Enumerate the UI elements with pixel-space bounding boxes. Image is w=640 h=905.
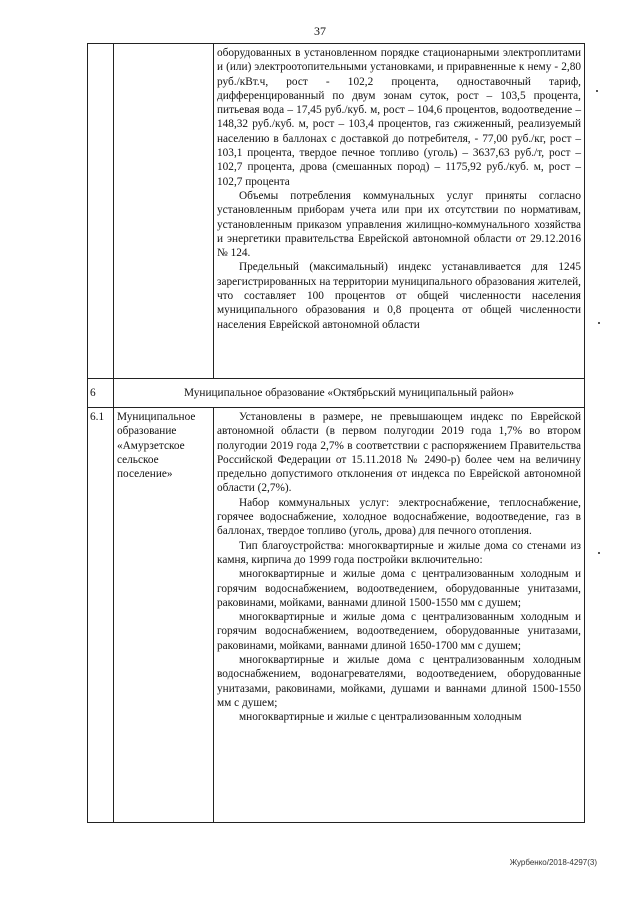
footer-code: Журбенко/2018-4297(3) [509, 858, 597, 867]
paragraph-max-index: Предельный (максимальный) индекс устанавливается для 1245 зарегистрированных на территории муниципального образования жителей, что составляет 100 процентов от общей численности населения муниципального образования и 0,8 процента от общей численности населения Еврейской автономной области [217, 261, 581, 331]
paragraph-housing-type-2: многоквартирные и жилые дома с централизованным холодным и горячим водоснабжением, водоотведением, оборудованные унитазами, раковинами, мойками, ваннами длиной 1650-1700 мм с душем; [217, 611, 581, 652]
table-row-continuation [88, 44, 585, 379]
empty-name-cell [114, 44, 214, 379]
paragraph-index-established: Установлены в размере, не превышающем индекс по Еврейской автономной области (в первом полугодии 2019 года 1,7% во втором полугодии 2019 года 2,7% в соответствии с распоряжением Правительства Российской Федерации от 15.11.2018 № 2490-р) более чем на величину предельно допустимого отклонения от индекса по Еврейской автономной области (2,7%). [217, 411, 581, 495]
paragraph-improvement-type: Тип благоустройства: многоквартирные и жилые дома со стенами из камня, кирпича до 1999 года постройки включительно: [217, 539, 581, 566]
paragraph-housing-type-3: многоквартирные и жилые дома с централизованным холодным водоснабжением, водонагревателями, водоотведением, оборудованные унитазами, раковинами, мойками, душами и ваннами длиной 1500-1550 мм с душем; [217, 654, 581, 709]
row-6-1-text-cell [214, 408, 585, 823]
paragraph-housing-type-4: многоквартирные и жилые с централизованным холодным [239, 711, 522, 724]
scan-speck [598, 552, 600, 554]
paragraph-housing-type-1: многоквартирные и жилые дома с централизованным холодным и горячим водоснабжением, водоотведением, оборудованные унитазами, раковинами, мойками, ваннами длиной 1500-1550 мм с душем; [217, 568, 581, 609]
page-number: 37 [314, 24, 326, 38]
row-number: 6.1 [88, 408, 114, 823]
paragraph-services-set: Набор коммунальных услуг: электроснабжение, теплоснабжение, горячее водоснабжение, холодное водоснабжение, водоотведение, газ в баллонах, твердое топливо (уголь, дрова) для печного отопления. [217, 496, 581, 538]
scan-speck [596, 90, 598, 92]
section-title: Муниципальное образование «Октябрьский муниципальный район» [114, 379, 585, 408]
paragraph-tariffs: оборудованных в установленном порядке стационарными электроплитами и (или) электроотопительными установками, и приравненные к нему - 2,80 руб./кВт.ч, рост - 102,2 процента, одноставочный тариф, дифференцированный по двум зонам суток, рост – 103,5 процента, питьевая вода – 17,45 руб./куб. м, рост – 104,6 процентов, водоотведение – 148,32 руб./куб. м, рост – 103,4 процентов, газ сжиженный, реализуемый населению в баллонах с доставкой до потребителя, - 77,00 руб./кг, рост – 103,1 процента, твердое печное топливо (уголь) – 3637,63 руб./т, рост – 102,7 процента, дрова (смешанных пород) – 1175,92 руб./куб. м, рост – 102,7 процента [217, 47, 581, 188]
scan-speck [598, 322, 600, 324]
continuation-text-cell [214, 44, 585, 379]
empty-number-cell [88, 44, 114, 379]
table-row-6-1 [88, 408, 585, 823]
paragraph-consumption-volumes: Объемы потребления коммунальных услуг приняты согласно установленным приборам учета или при их отсутствии по нормативам, установленным приказом управления жилищно-коммунального хозяйства и энергетики правительства Еврейской автономной области от 29.12.2016 № 124. [217, 189, 581, 260]
municipality-name: Муниципальное образование «Амурзетское сельское поселение» [114, 408, 214, 823]
section-number: 6 [88, 379, 114, 408]
document-table [87, 43, 585, 823]
table-row-section-6 [88, 379, 585, 408]
